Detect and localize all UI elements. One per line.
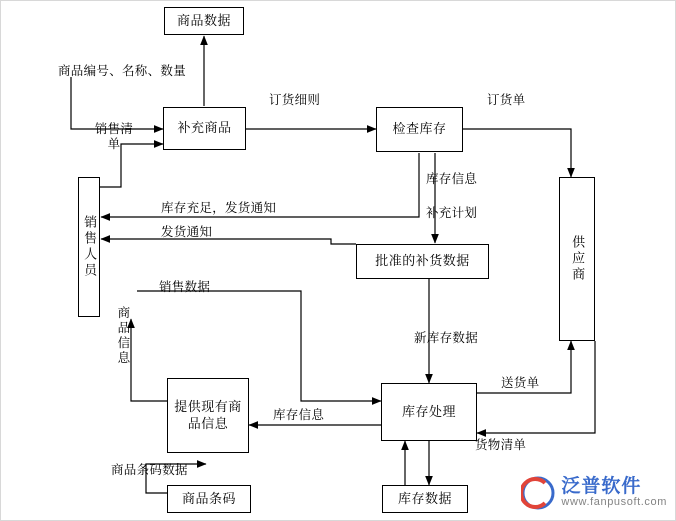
node-check-stock[interactable]: 检查库存 <box>376 107 463 152</box>
edge-label-purchase-order: 订货单 <box>487 93 526 107</box>
watermark-title: 泛普软件 <box>561 476 642 498</box>
edge-label-delivery-note: 送货单 <box>501 376 540 390</box>
watermark-subtitle: www.fanpusoft.com <box>561 496 667 509</box>
edge-label-sales-list: 销售清单 <box>94 122 134 151</box>
node-barcode[interactable]: 商品条码 <box>167 485 251 513</box>
node-goods-data[interactable]: 商品数据 <box>164 7 244 35</box>
node-sales-staff[interactable]: 销售人员 <box>78 177 100 317</box>
node-approved-replenishment-data[interactable]: 批准的补货数据 <box>356 244 489 279</box>
node-replenish-goods[interactable]: 补充商品 <box>163 107 246 150</box>
edge-label-replenishment-plan: 补充计划 <box>426 206 478 220</box>
node-stock-processing[interactable]: 库存处理 <box>381 383 477 441</box>
watermark <box>521 476 667 510</box>
edge-label-order-rules: 订货细则 <box>269 93 321 107</box>
edge-label-stock-info-bottom: 库存信息 <box>273 408 325 422</box>
logo-icon <box>521 476 555 510</box>
edge-label-goods-attributes: 商品编号、名称、数量 <box>58 64 187 78</box>
edge-label-ship-notice: 发货通知 <box>161 225 213 239</box>
node-provide-goods-info[interactable]: 提供现有商品信息 <box>167 378 249 453</box>
edge-label-stock-info-top: 库存信息 <box>426 172 478 186</box>
edge-label-stock-sufficient-ship-notice: 库存充足，发货通知 <box>161 201 277 215</box>
watermark-text <box>561 477 667 508</box>
edge-label-goods-info: 商品信息 <box>117 306 131 365</box>
edge-label-new-stock-data: 新库存数据 <box>414 331 479 345</box>
edge-label-goods-manifest: 货物清单 <box>475 438 527 452</box>
edge-label-sales-data: 销售数据 <box>159 280 211 294</box>
edge-label-barcode-data: 商品条码数据 <box>111 463 188 477</box>
node-supplier[interactable]: 供应商 <box>559 177 595 341</box>
node-stock-data[interactable]: 库存数据 <box>382 485 468 513</box>
